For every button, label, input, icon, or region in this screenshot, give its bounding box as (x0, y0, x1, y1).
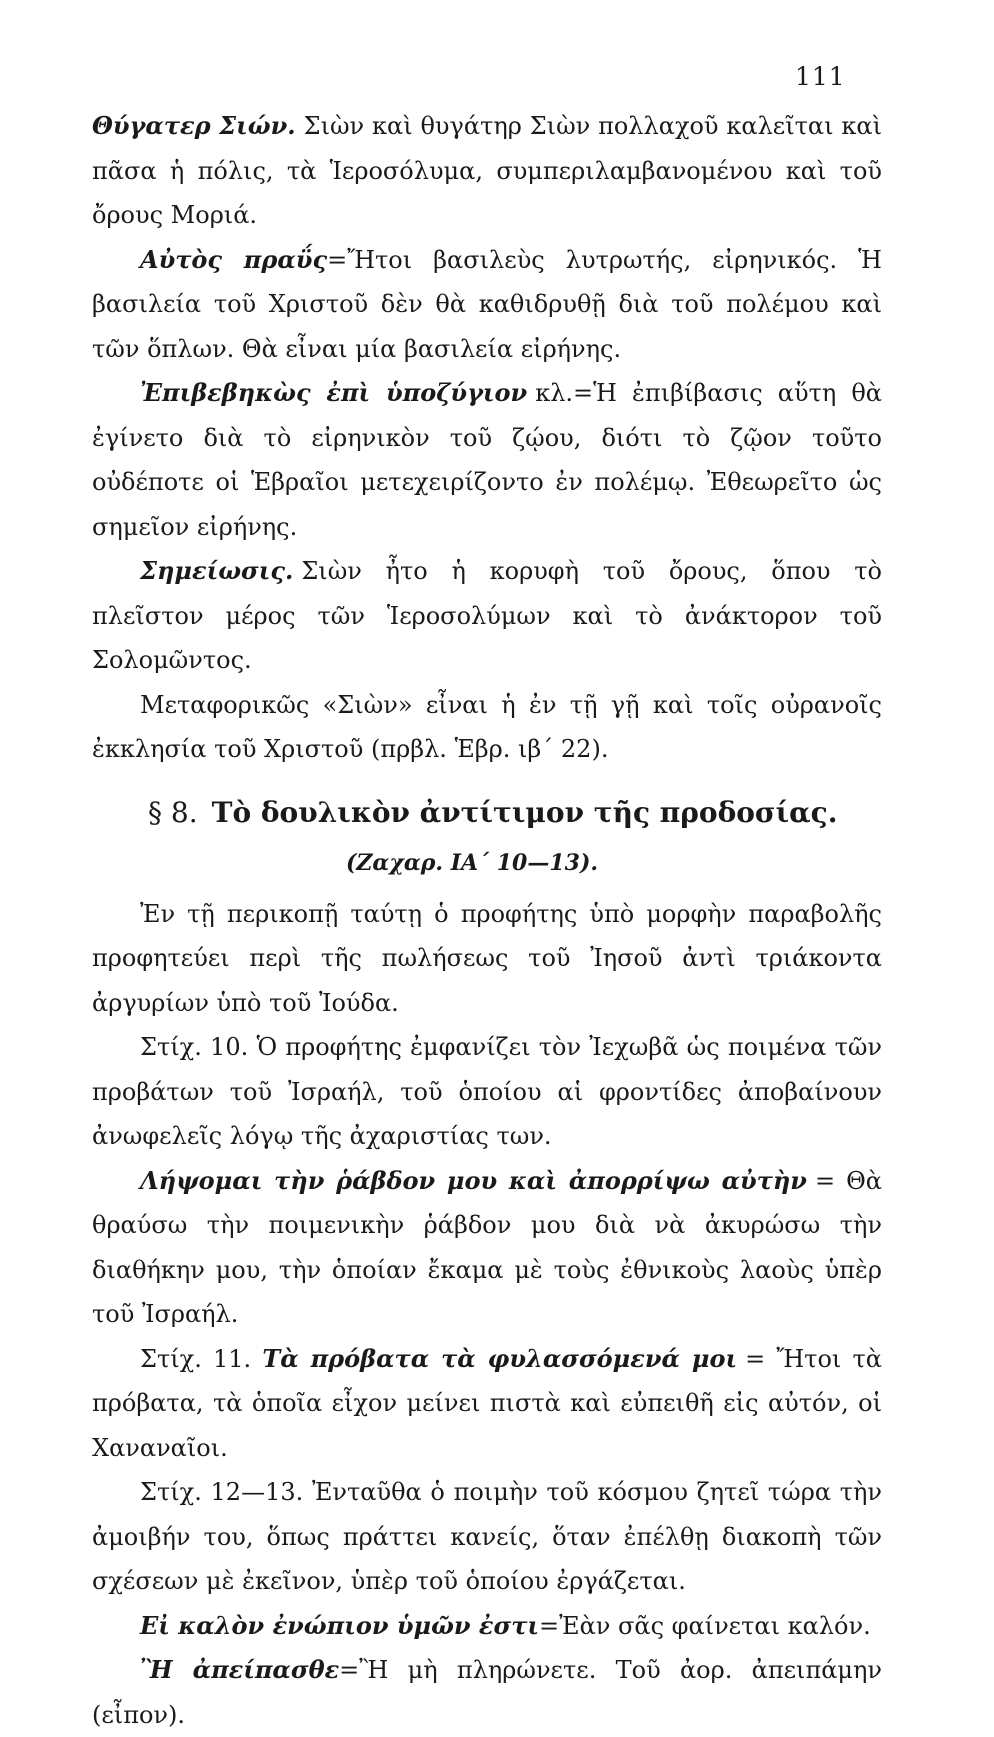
section-title: Τὸ δουλικὸν ἀντίτιμον τῆς προδοσίας. (211, 795, 838, 829)
paragraph-text: Μεταφορικῶς «Σιὼν» εἶναι ἡ ἐν τῇ γῇ καὶ τοῖς οὐρανοῖς ἐκκλησία τοῦ Χριστοῦ (πρβλ. Ἑβρ. ιβ΄ 22). (92, 690, 882, 763)
paragraph-en-te-perikope (92, 892, 882, 1026)
page-number: 111 (795, 62, 846, 91)
paragraph-text: κλ.=Ἡ ἐπιβίβασις αὕτη θὰ ἐγίνετο διὰ τὸ εἰρηνικὸν τοῦ ζῴου, διότι τὸ ζῷον τοῦτο οὐδέποτε οἱ Ἑβραῖοι μετεχειρίζοντο ἐν πολέμῳ. Ἐθεωρεῖτο ὡς σημεῖον εἰρήνης. (92, 379, 882, 541)
paragraph-apeipasthe (92, 1648, 882, 1737)
lemma: Σημείωσις. (140, 556, 294, 585)
paragraph-text: Σιὼν ἦτο ἡ κορυφὴ τοῦ ὄρους, ὅπου τὸ πλεῖστον μέρος τῶν Ἱεροσολύμων καὶ τὸ ἀνάκτορον τοῦ Σολομῶντος. (92, 557, 882, 674)
paragraph-text: =Ἢ μὴ πληρώνετε. Τοῦ ἀορ. ἀπειπάμην (εἶπον). (92, 1656, 882, 1729)
paragraph-autos-praus (92, 238, 882, 372)
lemma: Ἢ ἀπείπασθε (140, 1655, 340, 1684)
paragraph-text: Σιὼν καὶ θυγάτηρ Σιὼν πολλαχοῦ καλεῖται καὶ πᾶσα ἡ πόλις, τὰ Ἱεροσόλυμα, συμπεριλαμβανομένου καὶ τοῦ ὄρους Μοριά. (92, 112, 883, 229)
paragraph-text: = Ἤτοι τὰ πρόβατα, τὰ ὁποῖα εἶχον μείνει πιστὰ καὶ εὐπειθῆ εἰς αὐτόν, οἱ Χαναναῖοι. (92, 1344, 882, 1462)
paragraph-stich-11 (92, 1337, 882, 1471)
lemma: Εἰ καλὸν ἐνώπιον ὑμῶν ἐστι (140, 1610, 539, 1640)
page-body (92, 104, 882, 1737)
paragraph-text: = Θὰ θραύσω τὴν ποιμενικὴν ῥάβδον μου διὰ νὰ ἀκυρώσω τὴν διαθήκην μου, τὴν ὁποίαν ἔκαμα μὲ τοὺς ἐθνικοὺς λαοὺς ὑπὲρ τοῦ Ἰσραήλ. (92, 1166, 882, 1328)
paragraph-text: =Ἐὰν σᾶς φαίνεται καλόν. (538, 1611, 871, 1640)
paragraph-epibebekos (92, 371, 882, 549)
lemma: Αὐτὸς πραΰς (140, 244, 328, 274)
section-reference: (Ζαχαρ. ΙΑ΄ 10—13). (345, 849, 599, 876)
paragraph-stich-10 (92, 1025, 882, 1159)
paragraph-metaphorikos (92, 683, 882, 772)
paragraph-text: Ἐν τῇ περικοπῇ ταύτῃ ὁ προφήτης ὑπὸ μορφὴν παραβολῆς προφητεύει περὶ τῆς πωλήσεως τοῦ Ἰησοῦ ἀντὶ τριάκοντα ἀργυρίων ὑπὸ τοῦ Ἰούδα. (92, 899, 882, 1017)
lemma: Θύγατερ Σιών. (92, 111, 296, 140)
section-heading (92, 790, 882, 836)
lemma: Τὰ πρόβατα τὰ φυλασσόμενά μοι (262, 1343, 738, 1373)
lemma: Λήψομαι τὴν ῥάβδον μου καὶ ἀπορρίψω αὐτὴν (140, 1165, 807, 1195)
lemma: Ἐπιβεβηκὼς ἐπὶ ὑποζύγιον (140, 378, 528, 407)
paragraph-stich-12-13 (92, 1470, 882, 1604)
paragraph-thygater-sion (92, 104, 882, 238)
paragraph-ei-kalon (92, 1604, 882, 1649)
section-number: § 8. (148, 795, 198, 829)
paragraph-text: =Ἤτοι βασιλεὺς λυτρωτής, εἰρηνικός. Ἡ βασιλεία τοῦ Χριστοῦ δὲν θὰ καθιδρυθῇ διὰ τοῦ πολέμου καὶ τῶν ὅπλων. Θὰ εἶναι μία βασιλεία εἰρήνης. (92, 245, 882, 363)
paragraph-text: Στίχ. 10. Ὁ προφήτης ἐμφανίζει τὸν Ἰεχωβᾶ ὡς ποιμένα τῶν προβάτων τοῦ Ἰσραήλ, τοῦ ὁποίου αἱ φροντίδες ἀποβαίνουν ἀνωφελεῖς λόγῳ τῆς ἀχαριστίας των. (92, 1033, 882, 1150)
paragraph-semeiosis (92, 549, 882, 683)
verse-prefix: Στίχ. 11. (140, 1344, 252, 1373)
paragraph-lepsomai (92, 1159, 882, 1337)
paragraph-text: Στίχ. 12—13. Ἐνταῦθα ὁ ποιμὴν τοῦ κόσμου ζητεῖ τώρα τὴν ἀμοιβήν του, ὅπως πράττει κανείς, ὅταν ἐπέλθῃ διακοπὴ τῶν σχέσεων μὲ ἐκεῖνον, ὑπὲρ τοῦ ὁποίου ἐργάζεται. (92, 1478, 882, 1595)
